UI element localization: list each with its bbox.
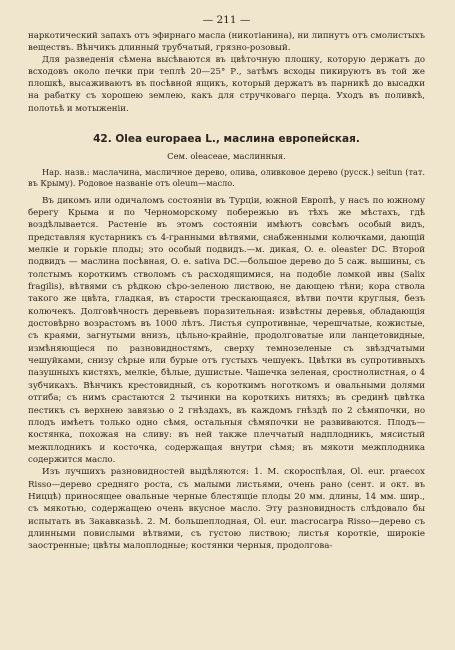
family-line: Сем. oleaceae, маслинныя. bbox=[167, 150, 286, 161]
intro-paragraph-1: наркотический запахъ отъ эфирнаго масла (никотіанина), ни липнутъ отъ смолистыхъ веществъ. Вѣнчикъ длинный трубчатый, грязно-розовый. bbox=[28, 31, 425, 54]
section-gap bbox=[28, 115, 425, 129]
intro-paragraph-2: Для разведенія сѣмена высѣваются въ цвѣточную плошку, которую держатъ до всходовъ около печки при теплѣ 20—25° Р., затѣмъ всходы пикируютъ въ той же плошкѣ, высаживаютъ въ посѣвной ящикъ, который держатъ въ парникѣ до высадки на рабатку съ хорошею землею, какъ для стручковаго перца. Уходъ въ поливкѣ, полотьѣ и мотыженіи. bbox=[28, 55, 425, 114]
body-paragraph-2: Изъ лучшихъ разновидностей выдѣляются: 1. М. скороспѣлая, Ol. eur. praecox Risso—дерево средняго роста, съ малыми листьями, очень рано (сент. и окт. въ Ниццѣ) приносящее овальные черные блестящіе плоды 20 мм. длины, 14 мм. шир., съ мякотью, содержащею очень вкусное масло. Эту разновидность слѣдовало бы испытать въ Закавказьѣ. 2. М. большеплодная, Ol. eur. macrocarpa Risso—дерево съ длинными повислыми вѣтвями, съ густою листвою; листья короткіе, широкіе заостренные; цвѣты малоплодные; костянки черныя, продолгова- bbox=[28, 467, 425, 552]
page-number: — 211 — bbox=[202, 14, 251, 26]
section-heading: 42. Olea europaea L., маслина европейская. bbox=[93, 132, 360, 145]
common-names: Нар. назв.: маслачина, масличное дерево, олива, оливковое дерево (русск.) seitun (тат. въ Крыму). Родовое названіе отъ oleum—масло. bbox=[28, 166, 425, 189]
body-paragraph-1: Въ дикомъ или одичаломъ состояніи въ Турціи, южной Европѣ, у насъ по южному берегу Крыма и по Черноморскому побережью въ тѣхъ же мѣстахъ, гдѣ воздѣлывается. Растеніе въ этомъ состояніи имѣютъ совсѣмъ особый видъ, представляя кустарникъ съ 4-гранными вѣтвями, снабженными колючками, дающій мелкіе и горькіе плоды; это особый подвидъ.—м. дикая, O. e. oleaster DC. Второй подвидъ — маслина посѣвная, O. e. sativa DC.—большое дерево до 5 саж. вышины, съ толстымъ короткимъ стволомъ съ расходящимися, на подобіе ломкой ивы (Salix fragilis), вѣтвями съ рѣдкою сѣро-зеленою листвою, не дающею тѣни; кора ствола такого же цвѣта, гладкая, въ старости трескающаяся, вѣтви почти круглыя, безъ колючекъ. Долговѣчность деревьевъ поразительная: извѣстны деревья, обладающія достовѣрно возрастомъ въ 1000 лѣтъ. Листья супротивные, черешчатые, кожистые, съ краями, загнутыми внизъ, цѣльно-крайніе, продолговатые или ланцетовидные, измѣняющіеся по разновидностямъ, сверху темнозеленые съ звѣздчатыми чешуйками, снизу сѣрые или бурые отъ густыхъ чешуекъ. Цвѣтки въ супротивныхъ пазушныхъ кистяхъ, мелкіе, бѣлые, душистые. Чашечка зеленая, сростнолистная, о 4 зубчикахъ. Вѣнчикъ крестовидный, съ короткимъ ноготкомъ и овальными долями отгиба; съ нимъ срастаются 2 тычинки на короткихъ нитяхъ; въ срединѣ цвѣтка пестикъ съ верхнею завязью о 2 гнѣздахъ, въ каждомъ гнѣздѣ по 2 сѣмяпочки, но плодъ имѣетъ только одно сѣмя, остальныя сѣмяпочки не развиваются. Плодъ—костянка, похожая на сливу: въ ней также плеччатый надплодникъ, мясистый межплодникъ и косточка, содержащая внутри сѣмя; въ мякоти межплодника содержится масло. bbox=[28, 195, 425, 465]
